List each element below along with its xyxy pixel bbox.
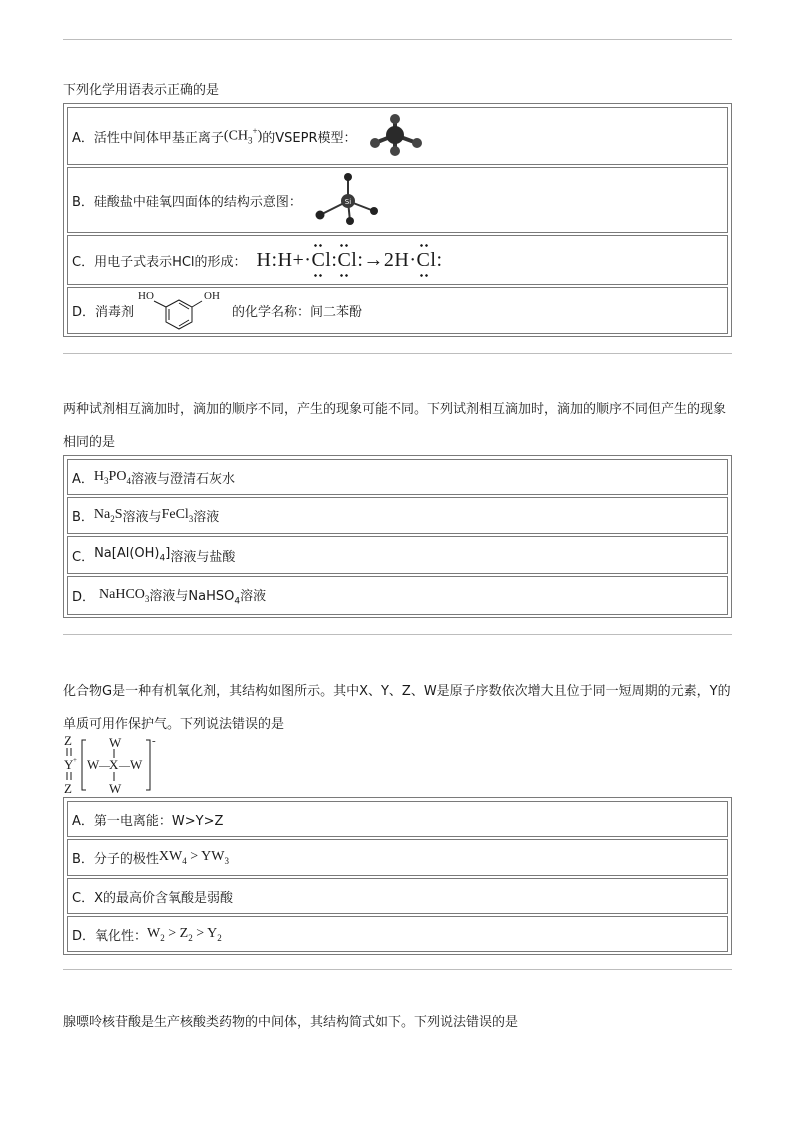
q3-options [63, 797, 732, 955]
q2-options [63, 455, 732, 618]
svg-text:W: W [87, 757, 100, 772]
q1-option-a[interactable] [67, 107, 728, 165]
hcl-electron-formula: H:H+·Cl:Cl:→2H·Cl: [256, 248, 443, 271]
svg-text:—: — [119, 760, 130, 772]
q1-option-b[interactable] [67, 167, 728, 233]
q3-option-c[interactable]: C．X的最高价含氧酸是弱酸 [67, 878, 728, 914]
q1-stem: 下列化学用语表示正确的是 [63, 83, 220, 98]
h3po4-formula: $H_3PO_4$ [93, 468, 131, 486]
q4-stem: 腺嘌呤核苷酸是生产核酸类药物的中间体，其结构简式如下。下列说法错误的是 [63, 1015, 519, 1030]
q1-opt-d-prefix: D．消毒剂 [72, 305, 135, 320]
na2s-formula: $Na_2S$ [93, 507, 123, 524]
q3-stem: 化合物G是一种有机氧化剂，其结构如图所示。其中X、Y、Z、W是原子序数依次增大且位于同一短周期的元素，Y的单质可用作保护气。下列说法错误的是 [63, 684, 731, 732]
q1-opt-c-prefix: C．用电子式表示HCl的形成： [72, 254, 247, 270]
svg-text:X: X [109, 757, 119, 772]
q3-option-b[interactable]: B．分子的极性 $XW_4 > YW_3$ [67, 839, 728, 876]
svg-text:-: - [152, 735, 156, 747]
svg-text:HO: HO [138, 289, 154, 302]
silicon-oxygen-tetrahedron-image [314, 171, 390, 229]
nahco3-formula: NaHCO$_3$ [99, 587, 150, 604]
na-al-oh4-formula: $Na[Al(OH)_4]$ [94, 546, 171, 564]
q1-option-d[interactable] [67, 287, 728, 334]
oxidizing-order: $W_2 > Z_2 > Y_2$ [147, 925, 222, 943]
q2-option-c[interactable]: C． $Na[Al(OH)_4]$ 溶液与盐酸 [67, 536, 728, 574]
xw4-yw3-comparison: $XW_4 > YW_3$ [158, 849, 229, 866]
q2-option-b[interactable]: B． $Na_2S$ 溶液与 FeCl$_3$ 溶液 [67, 497, 728, 534]
svg-text:Y: Y [64, 757, 74, 772]
svg-text:—: — [99, 760, 110, 772]
fecl3-formula: FeCl$_3$ [161, 507, 194, 524]
divider-q1-q2 [63, 353, 732, 354]
q2-stem: 两种试剂相互滴加时，滴加的顺序不同，产生的现象可能不同。下列试剂相互滴加时，滴加的顺序不同但产生的现象相同的是 [63, 402, 727, 450]
q3-option-d[interactable]: D．氧化性： $W_2 > Z_2 > Y_2$ [67, 916, 728, 952]
divider-q2-q3 [63, 634, 732, 635]
q2-option-a[interactable]: A． $H_3PO_4$ 溶液与澄清石灰水 [67, 459, 728, 495]
svg-text:Z: Z [64, 781, 72, 796]
svg-text:OH: OH [204, 289, 220, 302]
resorcinol-structure-image [138, 289, 228, 333]
svg-text:W: W [109, 781, 122, 796]
q1-options [63, 103, 732, 337]
svg-text:W: W [130, 757, 143, 772]
compound-g-structure [62, 734, 162, 796]
svg-text:W: W [109, 735, 122, 750]
q1-opt-d-suffix: 的化学名称：间二苯酚 [232, 305, 363, 320]
divider-q3-q4 [63, 969, 732, 970]
q2-option-d[interactable]: D． NaHCO$_3$ 溶液与NaHSO$_4$溶液 [67, 576, 728, 615]
q3-option-a[interactable]: A．第一电离能：W>Y>Z [67, 801, 728, 837]
divider-top [63, 39, 732, 40]
ch3-vsepr-model-image [365, 113, 429, 159]
q1-option-c[interactable] [67, 235, 728, 285]
svg-text:+: + [73, 756, 77, 764]
q1-opt-a-suffix: 的VSEPR模型： [262, 130, 357, 146]
q1-opt-a-formula: $(CH_3^+)$ [223, 126, 263, 146]
si-atom-label: Si [344, 198, 352, 206]
svg-text:Z: Z [64, 734, 72, 748]
q1-opt-b-text: B．硅酸盐中硅氧四面体的结构示意图： [72, 194, 302, 210]
q1-opt-a-prefix: A．活性中间体甲基正离子 [72, 130, 224, 146]
q2-opt-d-rest: 溶液与NaHSO$_4$溶液 [149, 588, 267, 607]
